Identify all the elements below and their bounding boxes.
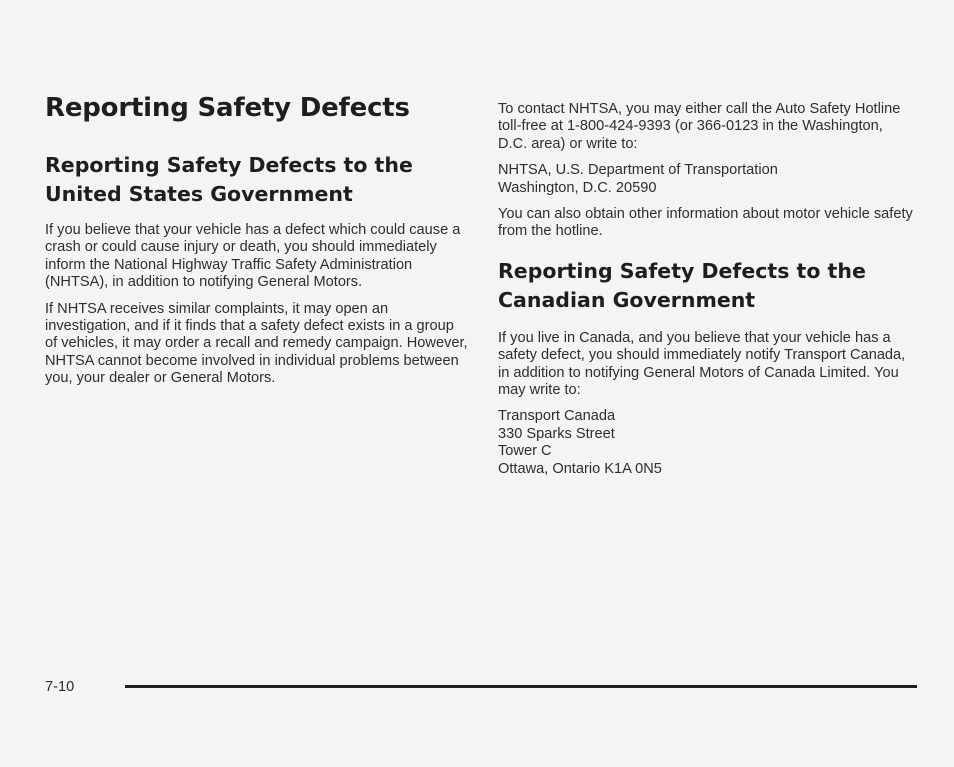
hotline-info-paragraph: You can also obtain other information about motor vehicle safety from the hotline.: [498, 206, 913, 240]
right-column: [498, 101, 913, 487]
investigation-paragraph: If NHTSA receives similar complaints, it may open an investigation, and if it finds that a safety defect exists in a group of vehicles, it may order a recall and remedy campaign. However, NHTSA cannot become involved in individual problems between you, your dealer or General Motors.: [45, 300, 468, 387]
address-line: Ottawa, Ontario K1A 0N5: [498, 460, 662, 477]
address-line: NHTSA, U.S. Department of Transportation: [498, 162, 778, 179]
page-number: 7-10: [45, 679, 75, 695]
address-line: Transport Canada: [498, 408, 616, 425]
transport-canada-address: [498, 408, 913, 478]
left-column: [45, 151, 470, 397]
address-line: Tower C: [498, 443, 552, 460]
defect-report-paragraph: If you believe that your vehicle has a defect which could cause a crash or could cause injury or death, you should immediately inform the National Highway Traffic Safety Administration (NHTSA), in addition to notifying General Motors.: [45, 222, 461, 291]
canada-notify-paragraph: If you live in Canada, and you believe that your vehicle has a safety defect, you should immediately notify Transport Canada, in addition to notifying General Motors of Canada Limited. You may write to:: [498, 329, 906, 399]
nhtsa-contact-paragraph: To contact NHTSA, you may either call the Auto Safety Hotline toll-free at 1-800-424-9393 (or 366-0123 in the Washington, D.C. area) or write to:: [498, 101, 901, 152]
page-title: Reporting Safety Defects: [45, 93, 410, 123]
us-government-heading: Reporting Safety Defects to the United States Government: [45, 153, 413, 206]
footer-rule: [125, 685, 917, 688]
nhtsa-address: [498, 162, 913, 197]
address-line: Washington, D.C. 20590: [498, 179, 657, 196]
address-line: 330 Sparks Street: [498, 425, 615, 442]
page-footer: [45, 676, 917, 698]
canadian-government-heading: Reporting Safety Defects to the Canadian Government: [498, 258, 866, 312]
